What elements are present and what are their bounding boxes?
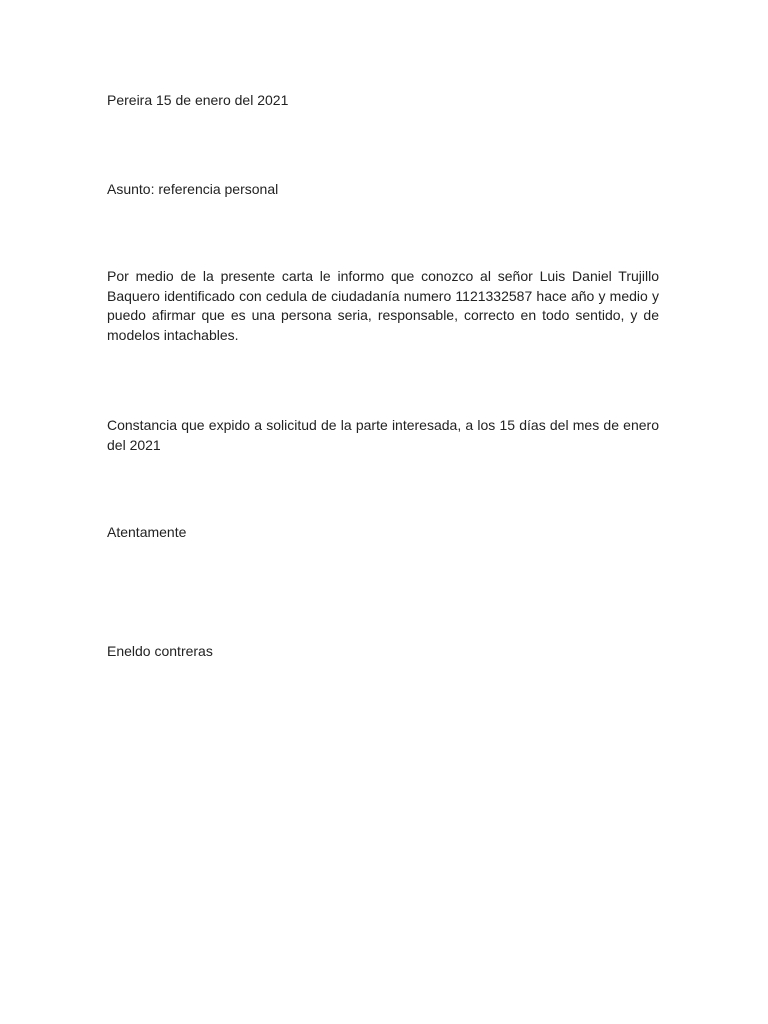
letter-closing: Atentamente (107, 524, 187, 540)
letter-body: Por medio de la presente carta le informo que conozco al señor Luis Daniel Trujillo Baquero identificado con cedula de ciudadanía numero 1121332587 hace año y medio y puedo afirmar que es una persona seria, responsable, correcto en todo sentido, y de modelos intachables. (107, 268, 659, 343)
letter-subject: Asunto: referencia personal (107, 181, 279, 197)
letter-constancy: Constancia que expido a solicitud de la parte interesada, a los 15 días del mes de enero del 2021 (107, 417, 659, 453)
letter-signature-name: Eneldo contreras (107, 643, 213, 659)
letter-date: Pereira 15 de enero del 2021 (107, 92, 289, 108)
